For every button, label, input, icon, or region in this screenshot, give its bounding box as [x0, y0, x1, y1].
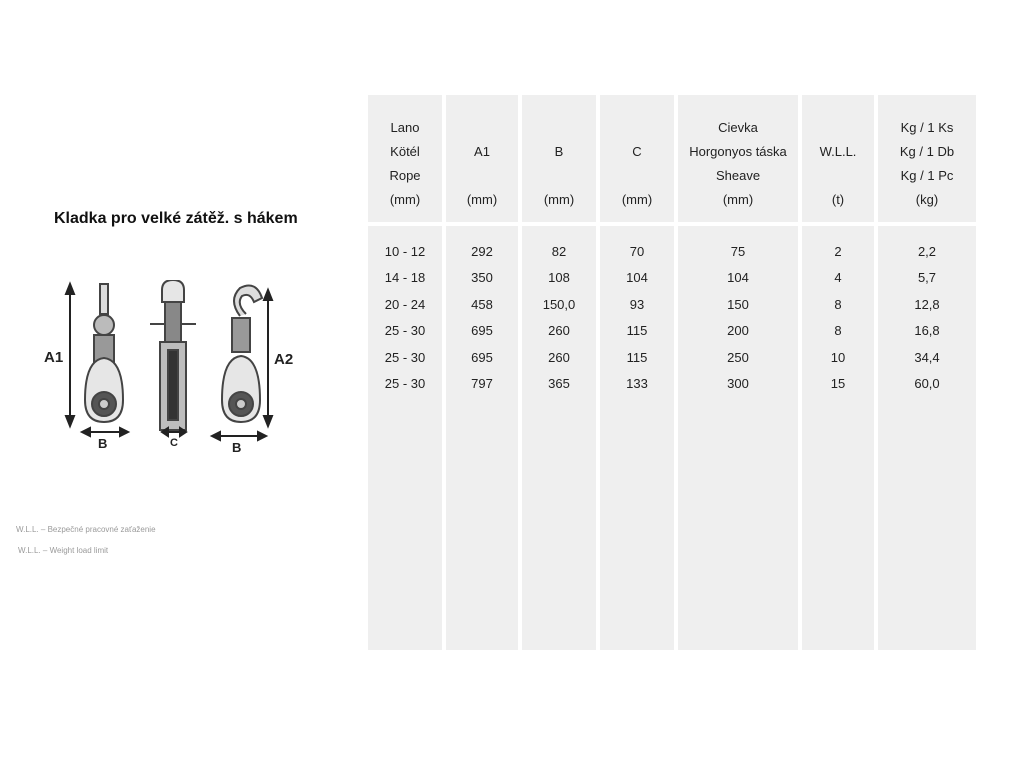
column-header-line: (mm) — [543, 192, 575, 207]
table-cell: 15 — [830, 375, 846, 391]
table-cell: 8 — [834, 296, 842, 312]
table-cell: 133 — [626, 375, 648, 391]
column-header-line: Kötél — [390, 144, 420, 159]
column-cells — [522, 239, 596, 397]
column-header-line: Horgonyos táska — [689, 144, 787, 159]
column-header — [678, 95, 798, 222]
table-cell: 150,0 — [542, 296, 576, 312]
table-cell: 75 — [730, 244, 746, 259]
table-cell: 70 — [629, 244, 645, 259]
table-cell: 5,7 — [917, 270, 937, 286]
column-header — [522, 95, 596, 222]
table-cell: 458 — [471, 296, 493, 312]
table-column — [678, 95, 798, 650]
column-header-line — [446, 164, 518, 188]
table-cell: 34,4 — [914, 349, 940, 365]
column-header-line: (mm) — [621, 192, 653, 207]
table-cell: 200 — [727, 323, 749, 339]
column-header — [368, 95, 442, 222]
table-cell: 10 - 12 — [384, 244, 426, 259]
table-cell: 20 - 24 — [384, 296, 426, 312]
pulley-middle-drawing — [150, 280, 196, 430]
table-cell: 82 — [551, 244, 567, 259]
b-right-dimension — [212, 432, 266, 440]
header-divider — [678, 222, 798, 226]
column-header-line — [522, 164, 596, 188]
column-header — [878, 95, 976, 222]
pulley-left-drawing — [85, 284, 123, 422]
table-cell: 260 — [548, 323, 570, 339]
column-header-line — [446, 116, 518, 140]
column-header-line: (mm) — [722, 192, 754, 207]
table-cell: 8 — [834, 323, 842, 339]
column-header — [446, 95, 518, 222]
table-cell: 115 — [626, 323, 648, 339]
table-cell: 25 - 30 — [384, 323, 426, 339]
column-header — [600, 95, 674, 222]
column-header-line: Kg / 1 Pc — [900, 168, 954, 183]
column-header-line: A1 — [474, 144, 490, 159]
header-divider — [600, 222, 674, 226]
wll-note-en: W.L.L. – Weight load limit — [18, 546, 109, 555]
table-cell: 16,8 — [914, 323, 940, 339]
label-c: C — [170, 437, 178, 449]
column-header-line — [600, 164, 674, 188]
b-left-dimension — [82, 428, 128, 436]
column-header-line: Lano — [390, 120, 420, 135]
table-cell: 260 — [548, 349, 570, 365]
table-cell: 365 — [548, 375, 570, 391]
label-a1: A1 — [44, 349, 64, 366]
table-cell: 104 — [626, 270, 648, 286]
column-header-line: (kg) — [915, 192, 939, 207]
table-column — [368, 95, 442, 650]
a1-dimension — [66, 284, 74, 426]
table-cell: 10 — [830, 349, 846, 365]
table-cell: 12,8 — [914, 296, 940, 312]
pulley-right-drawing — [222, 286, 262, 422]
table-cell: 292 — [471, 244, 493, 259]
table-cell: 25 - 30 — [384, 349, 426, 365]
column-cells — [802, 239, 874, 397]
column-cells — [878, 239, 976, 397]
table-cell: 108 — [548, 270, 570, 286]
column-header-line: C — [632, 144, 642, 159]
column-header-line — [802, 164, 874, 188]
pulley-block-diagram — [40, 280, 310, 460]
table-column — [878, 95, 976, 650]
table-cell: 14 - 18 — [384, 270, 426, 286]
table-cell: 350 — [471, 270, 493, 286]
table-cell: 797 — [471, 375, 493, 391]
label-b-left: B — [98, 436, 108, 451]
header-divider — [878, 222, 976, 226]
table-column — [522, 95, 596, 650]
label-a2: A2 — [274, 351, 294, 368]
column-header — [802, 95, 874, 222]
table-cell: 300 — [727, 375, 749, 391]
table-cell: 695 — [471, 349, 493, 365]
product-title: Kladka pro velké zátěž. s hákem — [54, 210, 298, 227]
table-cell: 104 — [727, 270, 749, 286]
table-column — [600, 95, 674, 650]
table-cell: 60,0 — [914, 375, 940, 391]
table-cell: 2,2 — [917, 244, 937, 259]
table-cell: 115 — [626, 349, 648, 365]
column-cells — [446, 239, 518, 397]
column-header-line: Cievka — [718, 120, 758, 135]
header-divider — [446, 222, 518, 226]
table-cell: 4 — [834, 270, 842, 286]
header-divider — [368, 222, 442, 226]
wll-note-sk: W.L.L. – Bezpečné pracovné zaťaženie — [16, 525, 156, 534]
column-header-line — [802, 116, 874, 140]
header-divider — [802, 222, 874, 226]
column-header-line — [600, 116, 674, 140]
table-column — [446, 95, 518, 650]
column-header-line: Sheave — [715, 168, 761, 183]
column-header-line: B — [554, 144, 564, 159]
column-header-line: Kg / 1 Db — [899, 144, 955, 159]
a2-dimension — [264, 290, 272, 426]
column-cells — [600, 239, 674, 397]
table-cell: 93 — [629, 296, 645, 312]
column-header-line: (mm) — [466, 192, 498, 207]
header-divider — [522, 222, 596, 226]
column-cells — [678, 239, 798, 397]
table-cell: 2 — [834, 244, 842, 259]
column-cells — [368, 239, 442, 397]
table-cell: 150 — [727, 296, 749, 312]
table-column — [802, 95, 874, 650]
column-header-line: Rope — [389, 168, 421, 183]
table-cell: 695 — [471, 323, 493, 339]
table-cell: 25 - 30 — [384, 375, 426, 391]
column-header-line: (t) — [831, 192, 845, 207]
column-header-line: (mm) — [389, 192, 421, 207]
column-header-line: W.L.L. — [819, 144, 857, 159]
column-header-line: Kg / 1 Ks — [900, 120, 954, 135]
table-cell: 250 — [727, 349, 749, 365]
column-header-line — [522, 116, 596, 140]
label-b-right: B — [232, 440, 242, 455]
